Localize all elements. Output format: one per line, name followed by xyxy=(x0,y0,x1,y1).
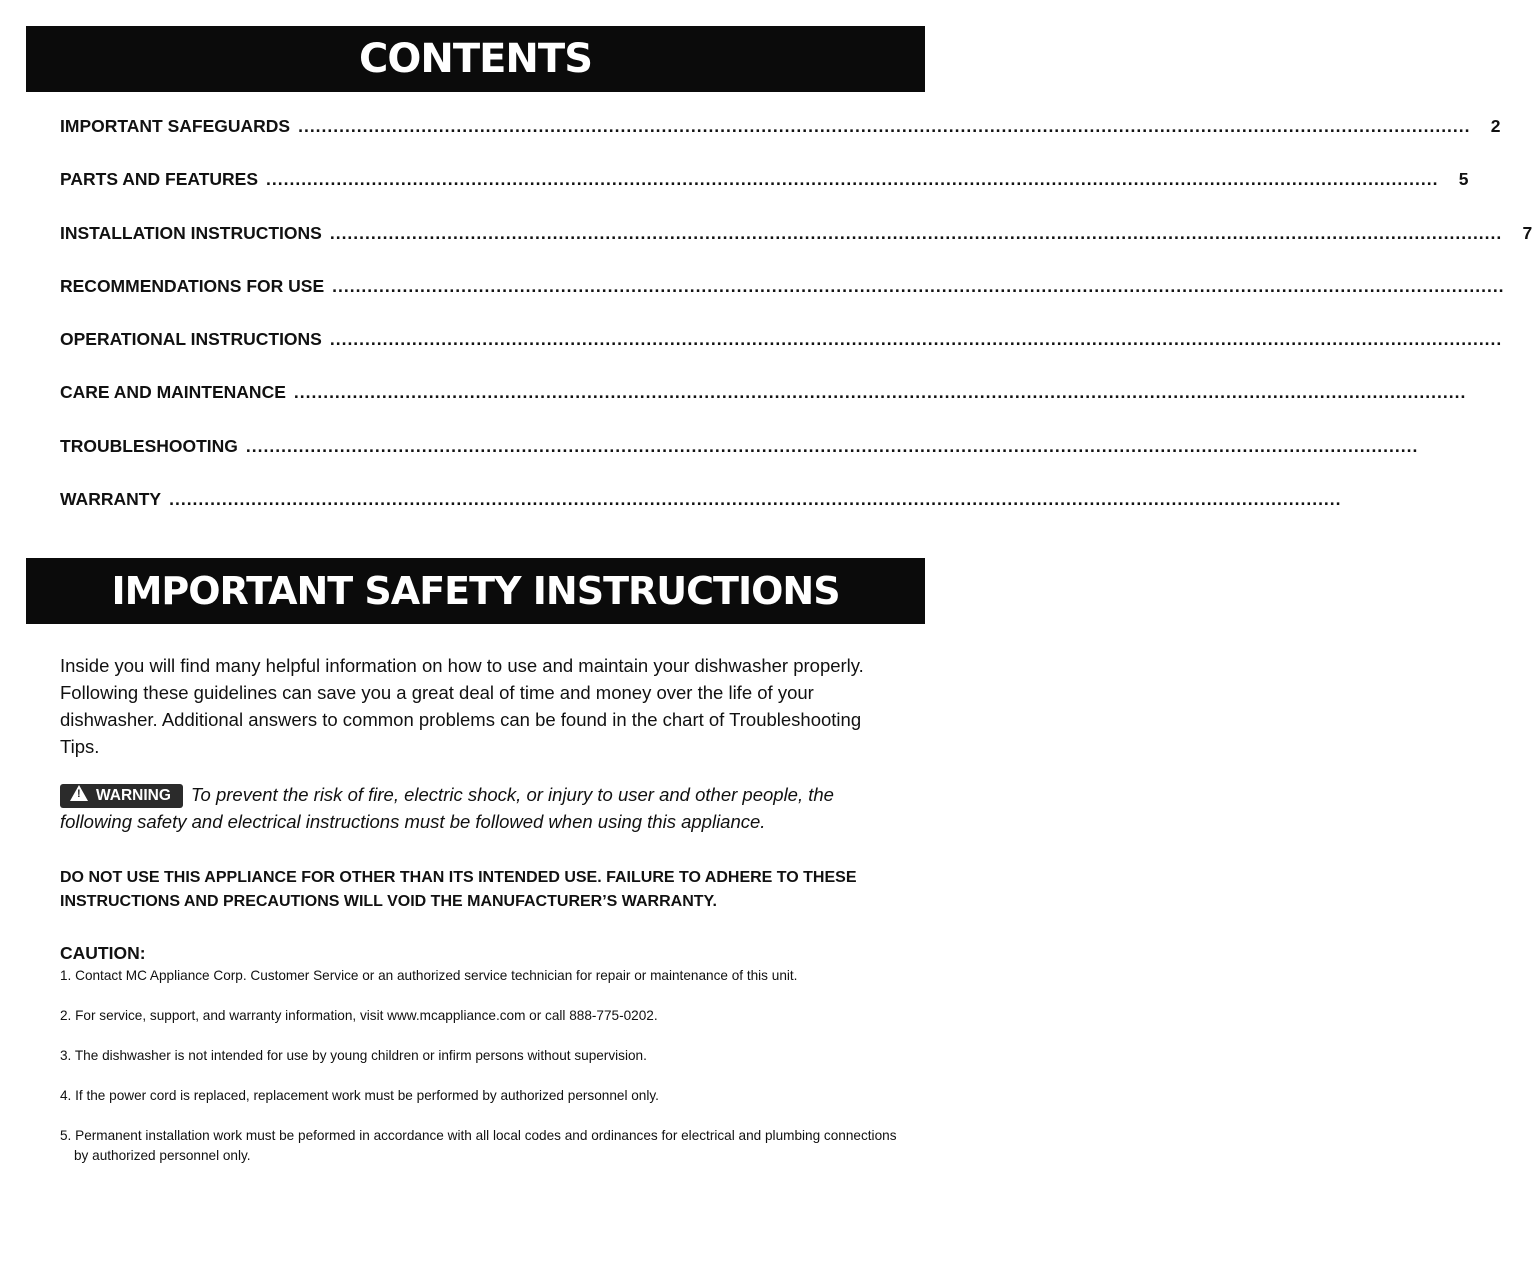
toc-entry[interactable] xyxy=(60,275,1505,329)
toc-entry[interactable] xyxy=(60,116,1501,169)
toc-dot-leader: ........................................................................................................................................................................................................ xyxy=(329,329,1503,350)
caution-item-number: 1. xyxy=(60,968,72,983)
toc-entry-page: 2 xyxy=(1490,116,1501,136)
toc-entry[interactable] xyxy=(60,222,1532,276)
warning-block xyxy=(60,781,900,835)
toc-dot-leader: ........................................................................................................................................................................................................ xyxy=(169,489,1342,510)
toc-dot-leader: ........................................................................................................................................................................................................ xyxy=(298,116,1471,136)
warning-badge xyxy=(60,784,183,808)
toc-dot-leader: ........................................................................................................................................................................................................ xyxy=(329,222,1503,243)
caution-item xyxy=(60,1126,910,1166)
toc-entry[interactable] xyxy=(60,169,1469,222)
toc-entry[interactable] xyxy=(60,382,1467,435)
toc-entry[interactable] xyxy=(60,329,1503,382)
usage-notice: DO NOT USE THIS APPLIANCE FOR OTHER THAN ITS INTENDED USE. FAILURE TO ADHERE TO THESE INSTRUCTIONS AND PRECAUTIONS WILL VOID THE MANUFACTURER’S WARRANTY. xyxy=(60,869,857,910)
toc-dot-leader: ........................................................................................................................................................................................................ xyxy=(245,435,1419,456)
toc-entry-title: PARTS AND FEATURES xyxy=(60,169,259,190)
safety-heading: IMPORTANT SAFETY INSTRUCTIONS xyxy=(26,558,925,624)
caution-item xyxy=(60,1046,910,1066)
toc-entry-page: 5 xyxy=(1458,169,1469,190)
caution-list xyxy=(60,966,910,1186)
caution-item-text: Permanent installation work must be peformed in accordance with all local codes and ordinances for electrical and plumbing connections by authorized personnel only. xyxy=(74,1128,897,1163)
caution-item xyxy=(60,1006,910,1026)
toc-entry[interactable] xyxy=(60,435,1419,489)
toc-entry[interactable] xyxy=(60,489,1342,542)
toc-dot-leader: ........................................................................................................................................................................................................ xyxy=(293,382,1467,403)
warning-triangle-icon: ! xyxy=(70,785,88,801)
toc-entry-title: CARE AND MAINTENANCE xyxy=(60,382,286,403)
warning-text: To prevent the risk of fire, electric shock, or injury to user and other people, the following safety and electrical instructions must be followed when using this appliance. xyxy=(60,784,834,832)
toc-entry-title: IMPORTANT SAFEGUARDS xyxy=(60,116,291,136)
caution-heading: CAUTION: xyxy=(60,943,146,963)
intro-paragraph: Inside you will find many helpful information on how to use and maintain your dishwasher properly. Following these guidelines can save you a great deal of time and money over the life of your dishwasher. Additional answers to common problems can be found in the chart of Troubleshooting Tips. xyxy=(60,655,864,757)
caution-item-text: For service, support, and warranty information, visit www.mcappliance.com or call 888-775-0202. xyxy=(75,1008,658,1023)
caution-item-text: Contact MC Appliance Corp. Customer Service or an authorized service technician for repair or maintenance of this unit. xyxy=(75,968,798,983)
toc-dot-leader: ........................................................................................................................................................................................................ xyxy=(266,169,1439,190)
caution-item-number: 4. xyxy=(60,1088,72,1103)
warning-label: WARNING xyxy=(96,787,171,804)
toc-dot-leader: ........................................................................................................................................................................................................ xyxy=(332,275,1505,296)
toc-entry-page: 7 xyxy=(1522,222,1532,243)
caution-item xyxy=(60,966,910,986)
table-of-contents xyxy=(60,116,1532,542)
caution-item xyxy=(60,1086,910,1106)
toc-entry-title: INSTALLATION INSTRUCTIONS xyxy=(60,222,322,243)
caution-item-text: The dishwasher is not intended for use by young children or infirm persons without supervision. xyxy=(74,1048,647,1063)
caution-item-number: 3. xyxy=(60,1048,72,1063)
caution-item-number: 2. xyxy=(60,1008,72,1023)
toc-entry-title: RECOMMENDATIONS FOR USE xyxy=(60,275,325,296)
toc-entry-title: TROUBLESHOOTING xyxy=(60,435,238,456)
caution-item-text: If the power cord is replaced, replacement work must be performed by authorized personnel only. xyxy=(75,1088,659,1103)
toc-entry-title: OPERATIONAL INSTRUCTIONS xyxy=(60,329,322,350)
contents-heading: CONTENTS xyxy=(26,26,925,92)
caution-item-number: 5. xyxy=(60,1128,72,1143)
toc-entry-title: WARRANTY xyxy=(60,489,162,510)
